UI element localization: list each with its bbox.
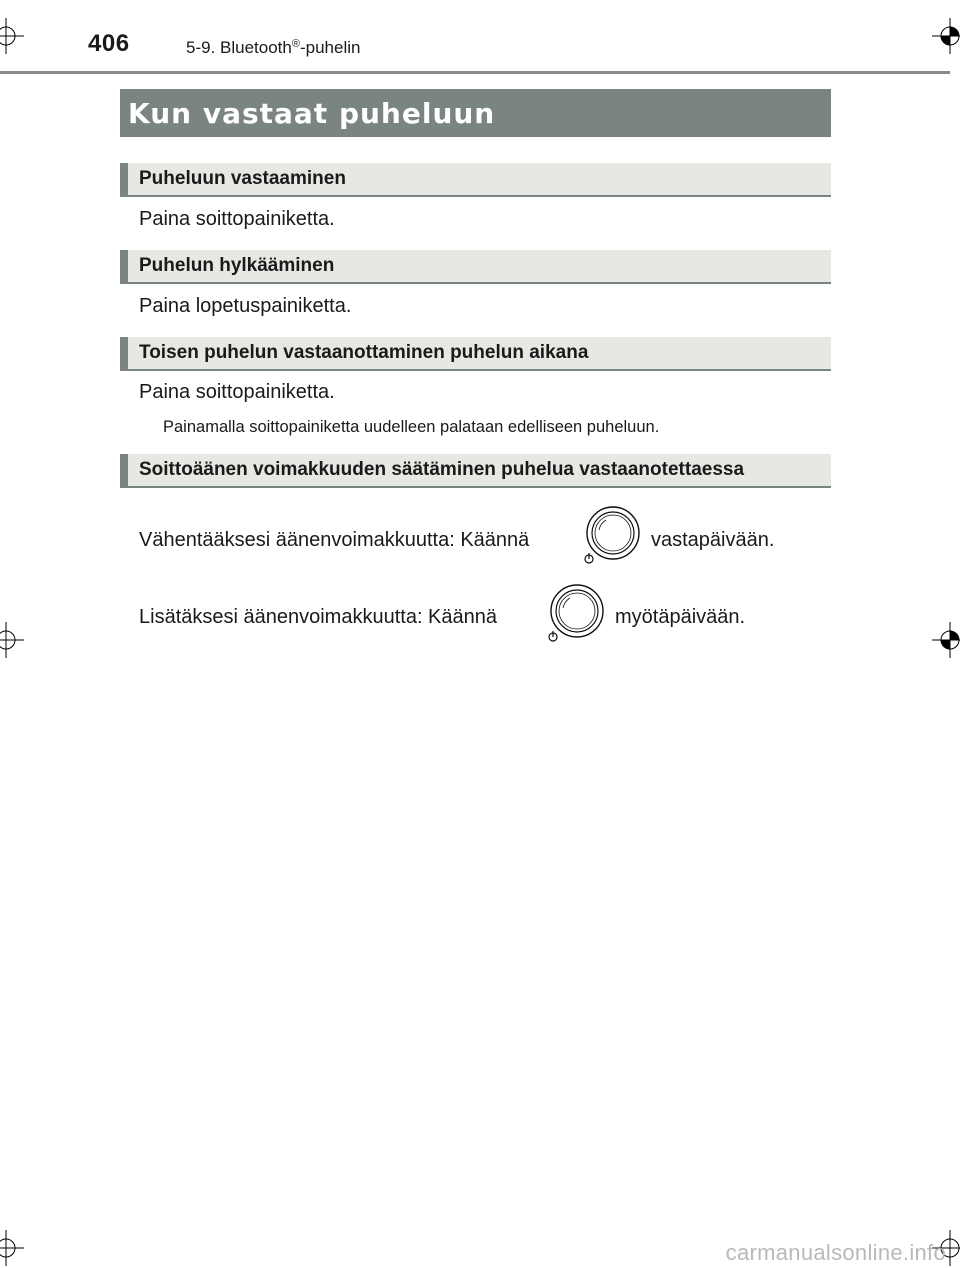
crop-mark-icon [932, 18, 960, 54]
heading-accent-bar [120, 454, 128, 486]
volume-decrease-direction: vastapäivään. [651, 529, 775, 551]
note-text: Painamalla soittopainiketta uudelleen palataan edelliseen puheluun. [163, 418, 660, 436]
section-heading [120, 250, 831, 284]
heading-accent-bar [120, 163, 128, 195]
page-number: 406 [88, 30, 130, 57]
instruction-text: Paina soittopainiketta. [139, 381, 335, 403]
volume-increase-text: Lisätäksesi äänenvoimakkuutta: Käännä [139, 606, 498, 628]
crop-mark-icon [0, 622, 24, 658]
section-suffix: -puhelin [299, 38, 361, 57]
section-heading [120, 337, 831, 371]
header-divider [0, 71, 950, 74]
page-title: Kun vastaat puheluun [120, 89, 831, 137]
watermark: carmanualsonline.info [725, 1240, 946, 1265]
heading-accent-bar [120, 337, 128, 369]
crop-mark-icon [0, 1230, 24, 1266]
section-heading [120, 454, 831, 488]
section-heading-text: Puheluun vastaaminen [139, 168, 346, 189]
section-prefix: 5-9. Bluetooth [186, 38, 292, 57]
instruction-text: Paina soittopainiketta. [139, 208, 335, 230]
section-reference [186, 38, 360, 58]
heading-accent-bar [120, 250, 128, 282]
instruction-text: Paina lopetuspainiketta. [139, 295, 352, 317]
section-heading-text: Soittoäänen voimakkuuden säätäminen puhelua vastaanotettaessa [139, 459, 745, 480]
crop-mark-icon [0, 18, 24, 54]
volume-knob-icon [544, 582, 606, 644]
registered-mark: ® [291, 38, 300, 50]
section-heading-text: Toisen puhelun vastaanottaminen puhelun aikana [139, 342, 589, 363]
section-heading [120, 163, 831, 197]
volume-increase-direction: myötäpäivään. [615, 606, 746, 628]
crop-mark-icon [932, 622, 960, 658]
volume-decrease-text: Vähentääksesi äänenvoimakkuutta: Käännä [139, 529, 530, 551]
volume-knob-icon [580, 504, 642, 566]
section-heading-text: Puhelun hylkääminen [139, 255, 335, 276]
